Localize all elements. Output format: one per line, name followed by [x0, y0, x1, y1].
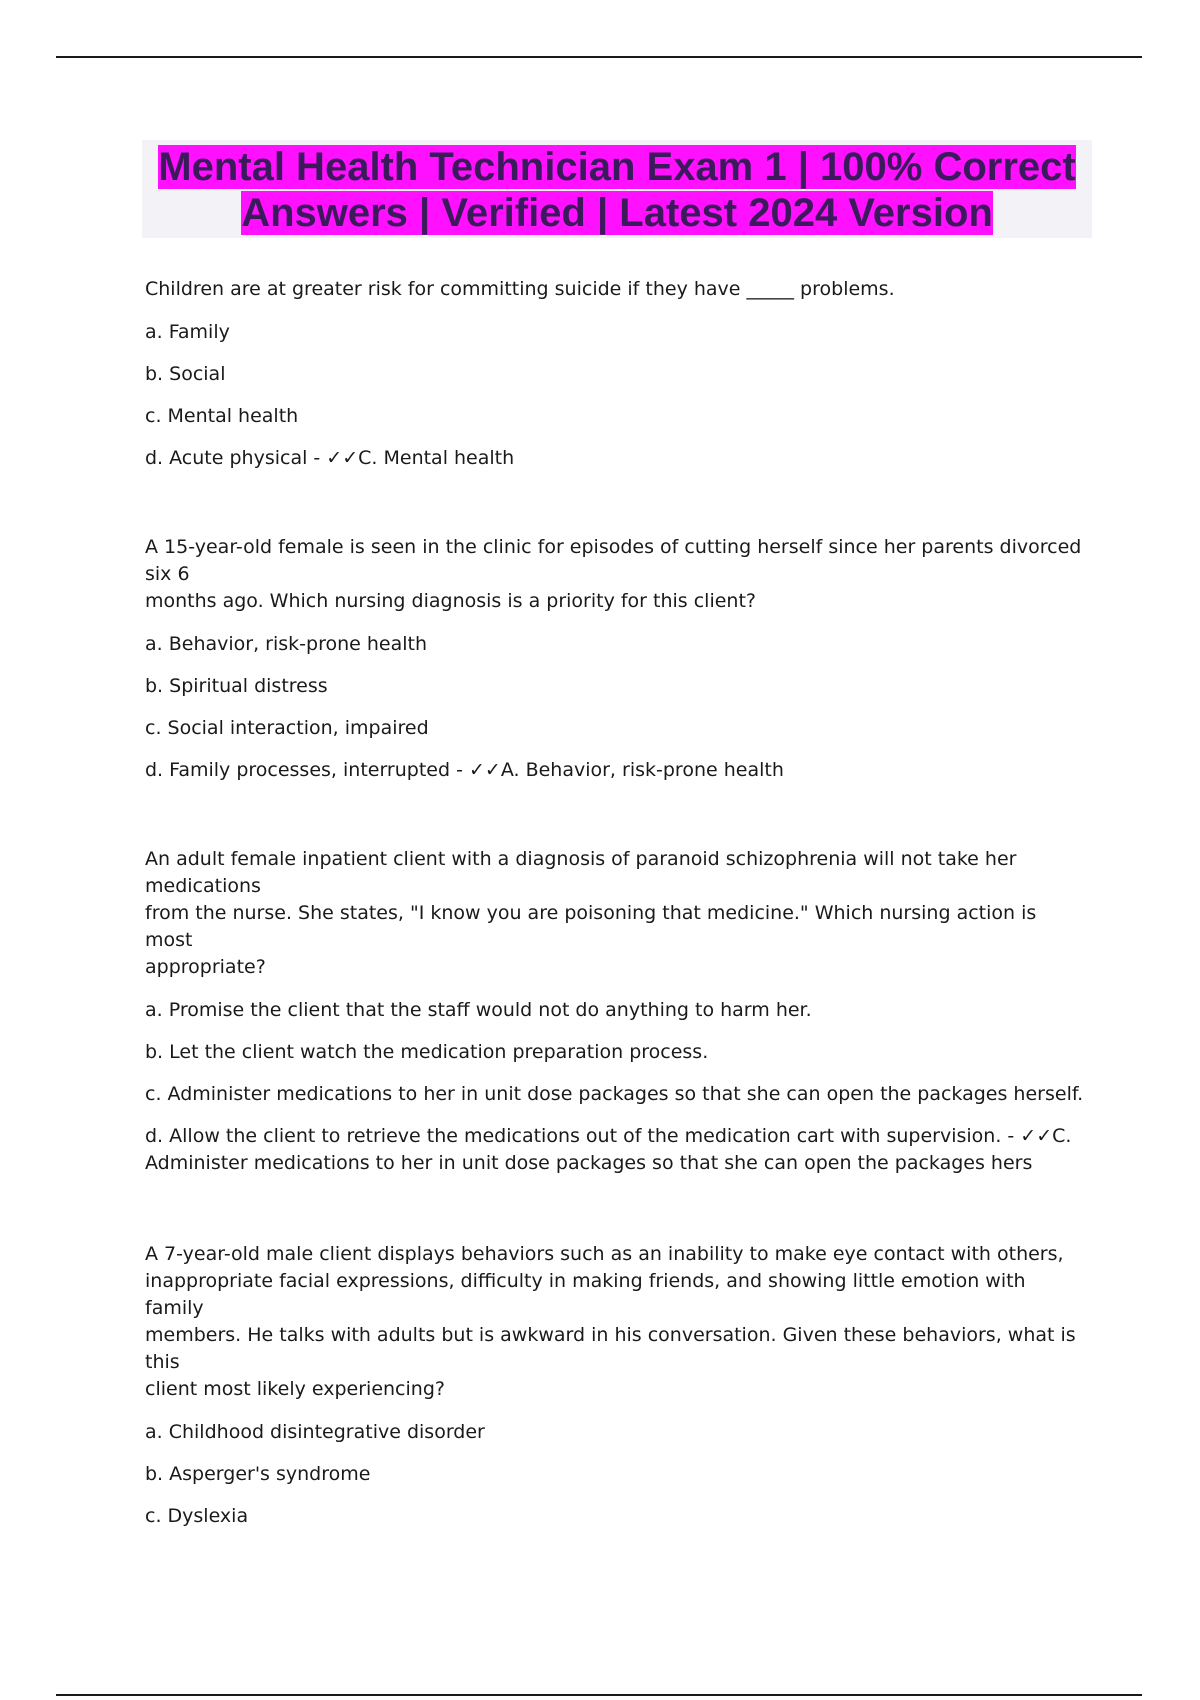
answer-option: a. Childhood disintegrative disorder: [145, 1421, 485, 1443]
document-title: [142, 140, 1092, 236]
answer-option-with-correct-answer: d. Family processes, interrupted - ✓✓A. Behavior, risk-prone health: [145, 759, 784, 781]
answer-option: b. Social: [145, 363, 226, 385]
title-line-1: Mental Health Technician Exam 1 | 100% Correct: [158, 145, 1076, 189]
answer-option: c. Social interaction, impaired: [145, 717, 429, 739]
question-list: [145, 276, 1085, 1588]
title-line-2: Answers | Verified | Latest 2024 Version: [241, 191, 993, 235]
question-block-3: [145, 846, 1085, 1177]
question-text: An adult female inpatient client with a diagnosis of paranoid schizophrenia will not take her medications from the nurse. She states, "I know you are poisoning that medicine." Which nursing action is most appropriate?: [145, 848, 1037, 978]
answer-option: a. Family: [145, 321, 230, 343]
answer-option: b. Asperger's syndrome: [145, 1463, 371, 1485]
answer-option: a. Promise the client that the staff would not do anything to harm her.: [145, 999, 812, 1021]
header-rule: [56, 56, 1142, 58]
answer-option: b. Spiritual distress: [145, 675, 328, 697]
answer-option: b. Let the client watch the medication preparation process.: [145, 1041, 709, 1063]
question-text: A 7-year-old male client displays behaviors such as an inability to make eye contact with others, inappropriate facial expressions, difficulty in making friends, and showing little emotion with family members. He talks with adults but is awkward in his conversation. Given these behaviors, what is this client most likely experiencing?: [145, 1243, 1076, 1400]
question-text: A 15-year-old female is seen in the clinic for episodes of cutting herself since her parents divorced six 6 months ago. Which nursing diagnosis is a priority for this client?: [145, 536, 1082, 612]
answer-option-with-correct-answer: d. Acute physical - ✓✓C. Mental health: [145, 447, 515, 469]
question-text: Children are at greater risk for committing suicide if they have _____ problems.: [145, 278, 895, 300]
footer-rule: [56, 1694, 1142, 1696]
document-title-box: [142, 140, 1092, 238]
answer-option: a. Behavior, risk-prone health: [145, 633, 428, 655]
answer-option-with-correct-answer: d. Allow the client to retrieve the medications out of the medication cart with supervision. - ✓✓C. Administer medications to her in unit dose packages so that she can open the packages hers: [145, 1125, 1072, 1174]
question-block-1: [145, 276, 1085, 472]
question-block-2: [145, 534, 1085, 784]
answer-option: c. Dyslexia: [145, 1505, 249, 1527]
question-block-4: [145, 1241, 1085, 1530]
answer-option: c. Mental health: [145, 405, 299, 427]
answer-option: c. Administer medications to her in unit dose packages so that she can open the packages herself.: [145, 1083, 1084, 1105]
